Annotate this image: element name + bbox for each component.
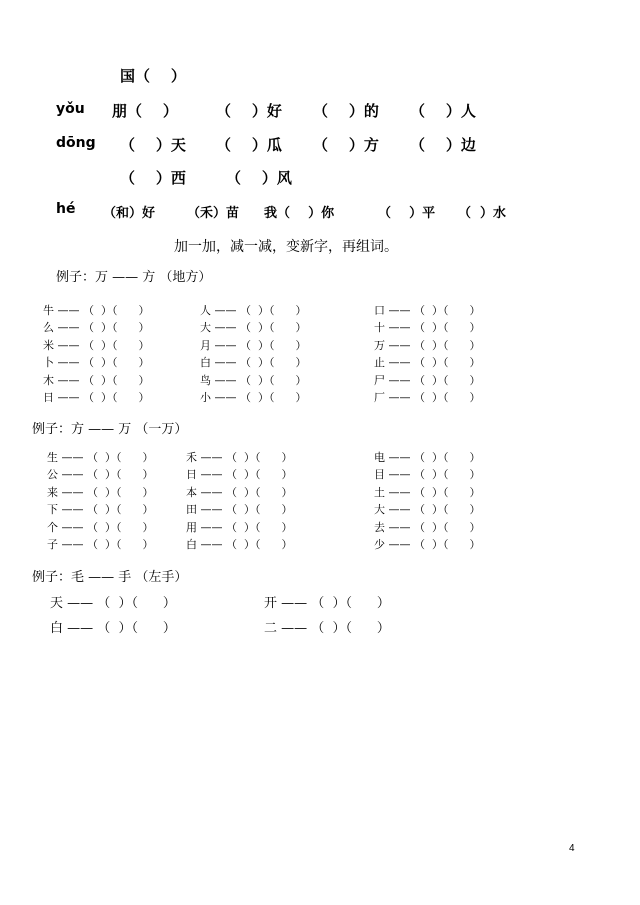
exercise-cell: 大 —— （ ）（ ） <box>200 321 307 335</box>
pinyin-you: yǒu <box>56 101 85 117</box>
exercise-cell: 开 —— （ ）（ ） <box>264 596 390 611</box>
line3-item: （ ）方 <box>313 136 379 154</box>
line4-item: （ ）风 <box>226 169 292 187</box>
line5-item: （ ）平 <box>378 206 436 221</box>
exercise-cell: 田 —— （ ）（ ） <box>186 503 293 517</box>
exercise-cell: 月 —— （ ）（ ） <box>200 338 307 352</box>
exercise-cell: 尸 —— （ ）（ ） <box>374 373 481 387</box>
line5-item: （ ）水 <box>458 206 507 221</box>
exercise-cell: 禾 —— （ ）（ ） <box>186 451 293 464</box>
exercise-cell: 目 —— （ ）（ ） <box>374 468 481 482</box>
exercise-cell: 大 —— （ ）（ ） <box>374 503 481 517</box>
line5-item: 我（ ）你 <box>264 206 335 221</box>
exercise-cell: 止 —— （ ）（ ） <box>374 356 481 370</box>
exercise-cell: 生 —— （ ）（ ） <box>47 451 154 464</box>
exercise-cell: 万 —— （ ）（ ） <box>374 338 481 352</box>
example-1: 例子：万 —— 方 （地方） <box>56 270 212 285</box>
exercise-cell: 用 —— （ ）（ ） <box>186 520 293 534</box>
exercise-cell: 小 —— （ ）（ ） <box>200 391 307 404</box>
exercise-cell: 日 —— （ ）（ ） <box>186 468 293 482</box>
exercise-cell: 去 —— （ ）（ ） <box>374 520 481 534</box>
exercise-cell: 个 —— （ ）（ ） <box>47 520 154 534</box>
page-number: 4 <box>569 843 575 854</box>
line2-item: （ ）的 <box>313 102 379 120</box>
exercise-cell: 人 —— （ ）（ ） <box>200 304 307 317</box>
exercise-cell: 少 —— （ ）（ ） <box>374 538 481 551</box>
exercise-cell: 白 —— （ ）（ ） <box>50 621 176 636</box>
exercise-cell: 十 —— （ ）（ ） <box>374 321 481 335</box>
exercise-cell: 本 —— （ ）（ ） <box>186 485 293 499</box>
example-3: 例子：毛 —— 手 （左手） <box>32 570 188 585</box>
line2-item: 朋（ ） <box>112 102 178 120</box>
line2-item: （ ）好 <box>216 102 282 120</box>
pinyin-dong: dōng <box>56 135 96 151</box>
exercise-cell: 卜 —— （ ）（ ） <box>43 356 150 370</box>
line3-item: （ ）瓜 <box>216 136 282 154</box>
line3-item: （ ）边 <box>410 136 476 154</box>
line3-item: （ ）天 <box>120 136 186 154</box>
pinyin-he: hé <box>56 201 76 217</box>
exercise-cell: 电 —— （ ）（ ） <box>374 451 481 464</box>
exercise-cell: 天 —— （ ）（ ） <box>50 596 176 611</box>
exercise-cell: 二 —— （ ）（ ） <box>264 621 390 636</box>
line1-item: 国（ ） <box>120 67 186 85</box>
exercise-cell: 子 —— （ ）（ ） <box>47 538 154 551</box>
exercise-cell: 米 —— （ ）（ ） <box>43 338 150 352</box>
exercise-cell: 木 —— （ ）（ ） <box>43 373 150 387</box>
line5-item: （禾）苗 <box>187 206 240 221</box>
exercise-cell: 日 —— （ ）（ ） <box>43 391 150 404</box>
exercise-cell: 来 —— （ ）（ ） <box>47 485 154 499</box>
instruction: 加一加，减一减，变新字，再组词。 <box>174 239 398 255</box>
line4-item: （ ）西 <box>120 169 186 187</box>
line2-item: （ ）人 <box>410 102 476 120</box>
exercise-cell: 下 —— （ ）（ ） <box>47 503 154 517</box>
exercise-cell: 白 —— （ ）（ ） <box>200 356 307 370</box>
exercise-cell: 厂 —— （ ）（ ） <box>374 391 481 404</box>
line5-item: （和）好 <box>103 206 156 221</box>
exercise-cell: 鸟 —— （ ）（ ） <box>200 373 307 387</box>
example-2: 例子：方 —— 万 （一万） <box>32 422 188 437</box>
exercise-cell: 白 —— （ ）（ ） <box>186 538 293 551</box>
exercise-cell: 口 —— （ ）（ ） <box>374 304 481 317</box>
exercise-cell: 牛 —— （ ）（ ） <box>43 304 150 317</box>
exercise-cell: 么 —— （ ）（ ） <box>43 321 150 335</box>
exercise-cell: 公 —— （ ）（ ） <box>47 468 154 482</box>
exercise-cell: 土 —— （ ）（ ） <box>374 485 481 499</box>
